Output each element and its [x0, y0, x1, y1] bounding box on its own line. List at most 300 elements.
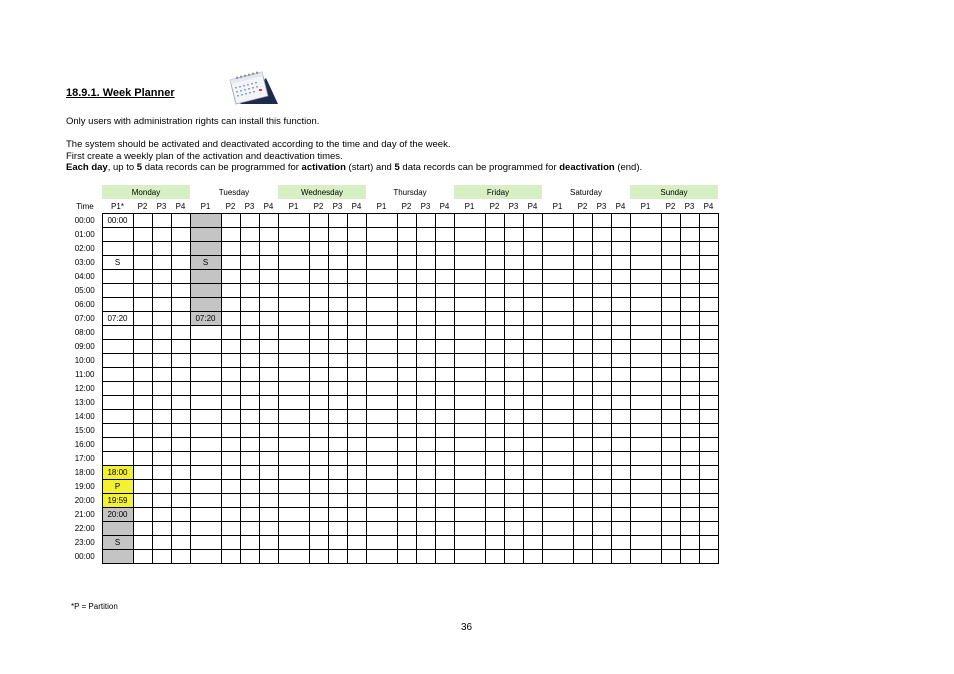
schedule-cell	[485, 536, 504, 550]
schedule-cell	[366, 270, 397, 284]
schedule-cell	[240, 270, 259, 284]
schedule-cell: 19:59	[102, 494, 133, 508]
time-label: 00:00	[74, 552, 95, 561]
schedule-cell	[133, 480, 152, 494]
time-label: 01:00	[74, 230, 95, 239]
schedule-cell	[485, 228, 504, 242]
schedule-cell	[328, 508, 347, 522]
schedule-cell	[699, 242, 718, 256]
schedule-cell	[133, 424, 152, 438]
schedule-cell	[240, 466, 259, 480]
calendar-icon	[226, 70, 280, 108]
schedule-cell	[397, 214, 416, 228]
schedule-cell	[699, 536, 718, 550]
schedule-cell	[347, 284, 366, 298]
schedule-cell	[611, 536, 630, 550]
time-label: 20:00	[74, 496, 95, 505]
schedule-cell	[542, 256, 573, 270]
schedule-cell	[278, 452, 309, 466]
schedule-cell	[611, 522, 630, 536]
schedule-cell	[611, 242, 630, 256]
time-label: 14:00	[74, 412, 95, 421]
schedule-cell	[523, 410, 542, 424]
partition-header: P3	[420, 201, 431, 211]
schedule-cell	[347, 396, 366, 410]
schedule-cell	[259, 284, 278, 298]
schedule-cell	[573, 382, 592, 396]
schedule-cell	[328, 312, 347, 326]
schedule-cell	[630, 354, 661, 368]
time-label: 18:00	[74, 468, 95, 477]
schedule-cell	[592, 368, 611, 382]
schedule-cell	[278, 410, 309, 424]
partition-header: P2	[665, 201, 676, 211]
schedule-cell	[680, 214, 699, 228]
schedule-cell	[592, 270, 611, 284]
schedule-cell	[611, 466, 630, 480]
schedule-cell	[152, 270, 171, 284]
schedule-cell	[592, 256, 611, 270]
schedule-cell	[328, 494, 347, 508]
schedule-cell	[611, 256, 630, 270]
schedule-cell	[699, 522, 718, 536]
schedule-cell	[278, 466, 309, 480]
schedule-cell	[347, 228, 366, 242]
schedule-cell	[592, 396, 611, 410]
schedule-cell	[699, 396, 718, 410]
schedule-cell	[278, 382, 309, 396]
schedule-cell: S	[102, 536, 133, 550]
schedule-cell	[102, 284, 133, 298]
schedule-cell	[611, 228, 630, 242]
schedule-cell	[328, 340, 347, 354]
schedule-cell	[133, 228, 152, 242]
schedule-cell	[485, 550, 504, 564]
schedule-cell	[347, 452, 366, 466]
schedule-cell	[190, 242, 221, 256]
schedule-cell	[102, 522, 133, 536]
schedule-cell	[680, 242, 699, 256]
schedule-cell	[416, 242, 435, 256]
schedule-cell	[190, 298, 221, 312]
schedule-cell	[133, 242, 152, 256]
schedule-cell	[416, 508, 435, 522]
schedule-cell	[259, 228, 278, 242]
schedule-cell	[152, 326, 171, 340]
schedule-cell	[102, 368, 133, 382]
schedule-cell	[661, 410, 680, 424]
schedule-cell	[504, 494, 523, 508]
schedule-cell	[416, 298, 435, 312]
section-heading: 18.9.1. Week Planner	[66, 87, 175, 99]
schedule-cell	[630, 550, 661, 564]
schedule-cell	[366, 312, 397, 326]
schedule-cell	[699, 466, 718, 480]
schedule-cell	[573, 242, 592, 256]
schedule-cell	[397, 340, 416, 354]
schedule-cell	[435, 326, 454, 340]
schedule-cell	[240, 228, 259, 242]
schedule-cell	[454, 424, 485, 438]
schedule-cell	[221, 312, 240, 326]
schedule-cell	[309, 438, 328, 452]
schedule-cell	[523, 256, 542, 270]
schedule-cell	[523, 480, 542, 494]
description-line-3: Each day, up to 5 data records can be programmed for activation (start) and 5 data records can be programmed for deactivation (end).	[66, 162, 643, 173]
schedule-cell	[416, 396, 435, 410]
time-label: 00:00	[74, 216, 95, 225]
schedule-cell	[592, 466, 611, 480]
schedule-cell	[542, 508, 573, 522]
schedule-cell	[221, 536, 240, 550]
intro-text: Only users with administration rights can install this function.	[66, 116, 320, 127]
schedule-cell	[611, 424, 630, 438]
schedule-cell	[278, 522, 309, 536]
schedule-cell	[366, 550, 397, 564]
schedule-cell	[454, 326, 485, 340]
schedule-cell	[328, 354, 347, 368]
schedule-cell	[573, 550, 592, 564]
table-row	[71, 438, 718, 452]
schedule-cell	[630, 340, 661, 354]
schedule-cell	[592, 480, 611, 494]
schedule-cell	[171, 452, 190, 466]
schedule-cell	[133, 340, 152, 354]
schedule-cell	[435, 494, 454, 508]
schedule-cell	[309, 270, 328, 284]
time-label: 06:00	[74, 300, 95, 309]
schedule-cell	[680, 522, 699, 536]
schedule-cell	[240, 326, 259, 340]
schedule-cell	[611, 494, 630, 508]
partition-header: P1	[288, 201, 299, 211]
schedule-cell	[171, 536, 190, 550]
schedule-cell	[523, 242, 542, 256]
table-row	[71, 466, 718, 480]
schedule-cell	[102, 424, 133, 438]
time-label: 08:00	[74, 328, 95, 337]
schedule-cell	[454, 284, 485, 298]
schedule-cell	[680, 340, 699, 354]
schedule-cell	[190, 326, 221, 340]
schedule-cell	[504, 536, 523, 550]
schedule-cell	[171, 312, 190, 326]
table-row	[71, 312, 718, 326]
schedule-cell	[435, 256, 454, 270]
schedule-cell	[573, 522, 592, 536]
schedule-cell	[152, 480, 171, 494]
schedule-cell	[171, 410, 190, 424]
schedule-cell	[397, 550, 416, 564]
schedule-cell	[259, 326, 278, 340]
schedule-cell	[699, 214, 718, 228]
schedule-cell	[435, 480, 454, 494]
schedule-cell	[221, 284, 240, 298]
schedule-cell	[661, 536, 680, 550]
table-row	[71, 508, 718, 522]
schedule-cell	[542, 396, 573, 410]
schedule-cell	[454, 312, 485, 326]
schedule-cell	[133, 410, 152, 424]
schedule-cell	[680, 284, 699, 298]
schedule-cell	[630, 438, 661, 452]
schedule-cell	[309, 312, 328, 326]
day-header: Saturday	[569, 187, 603, 197]
schedule-cell	[680, 396, 699, 410]
schedule-cell	[240, 354, 259, 368]
schedule-cell	[435, 228, 454, 242]
schedule-cell	[171, 480, 190, 494]
schedule-cell	[416, 494, 435, 508]
schedule-cell	[630, 536, 661, 550]
schedule-cell	[259, 480, 278, 494]
schedule-cell	[611, 284, 630, 298]
schedule-cell	[611, 410, 630, 424]
schedule-cell	[504, 284, 523, 298]
schedule-cell	[680, 410, 699, 424]
partition-header: P2	[401, 201, 412, 211]
schedule-cell	[416, 550, 435, 564]
schedule-cell	[661, 424, 680, 438]
schedule-cell	[102, 438, 133, 452]
schedule-cell	[347, 382, 366, 396]
table-row	[71, 480, 718, 494]
schedule-cell	[190, 508, 221, 522]
schedule-cell	[190, 270, 221, 284]
schedule-cell	[504, 396, 523, 410]
partition-header: P2	[225, 201, 236, 211]
schedule-cell	[680, 438, 699, 452]
description-line-2: First create a weekly plan of the activation and deactivation times.	[66, 151, 343, 162]
schedule-cell	[435, 382, 454, 396]
table-row	[71, 340, 718, 354]
schedule-cell	[611, 298, 630, 312]
schedule-cell	[328, 242, 347, 256]
schedule-cell	[435, 424, 454, 438]
schedule-cell	[680, 550, 699, 564]
schedule-cell	[397, 452, 416, 466]
time-header: Time	[76, 201, 94, 211]
schedule-cell	[309, 522, 328, 536]
schedule-cell	[416, 536, 435, 550]
schedule-cell	[542, 312, 573, 326]
schedule-cell	[485, 494, 504, 508]
schedule-cell	[661, 438, 680, 452]
partition-header: P3	[244, 201, 255, 211]
schedule-cell	[221, 354, 240, 368]
schedule-cell	[435, 410, 454, 424]
schedule-cell	[133, 326, 152, 340]
schedule-cell	[680, 494, 699, 508]
schedule-cell	[573, 256, 592, 270]
schedule-cell: 07:20	[190, 312, 221, 326]
schedule-cell	[309, 536, 328, 550]
schedule-cell	[133, 550, 152, 564]
schedule-cell	[630, 228, 661, 242]
schedule-cell	[416, 340, 435, 354]
table-row	[71, 536, 718, 550]
schedule-cell	[523, 298, 542, 312]
schedule-cell	[485, 452, 504, 466]
schedule-cell	[611, 368, 630, 382]
time-label: 10:00	[74, 356, 95, 365]
schedule-cell	[221, 242, 240, 256]
schedule-cell	[328, 550, 347, 564]
schedule-cell	[680, 312, 699, 326]
schedule-cell	[221, 438, 240, 452]
table-row	[71, 494, 718, 508]
schedule-cell	[611, 340, 630, 354]
schedule-cell	[309, 480, 328, 494]
schedule-cell	[171, 522, 190, 536]
schedule-cell	[592, 340, 611, 354]
schedule-cell	[240, 508, 259, 522]
table-row	[71, 396, 718, 410]
schedule-cell	[592, 550, 611, 564]
schedule-cell	[152, 382, 171, 396]
schedule-cell	[542, 354, 573, 368]
schedule-cell	[397, 312, 416, 326]
time-label: 12:00	[74, 384, 95, 393]
schedule-cell	[133, 298, 152, 312]
schedule-cell	[152, 466, 171, 480]
schedule-cell	[416, 256, 435, 270]
schedule-cell	[190, 214, 221, 228]
schedule-cell	[504, 522, 523, 536]
schedule-cell	[630, 270, 661, 284]
schedule-cell	[573, 438, 592, 452]
schedule-cell	[542, 550, 573, 564]
schedule-cell	[542, 494, 573, 508]
schedule-cell	[592, 312, 611, 326]
schedule-cell	[397, 508, 416, 522]
schedule-cell	[592, 424, 611, 438]
schedule-cell	[416, 354, 435, 368]
schedule-cell	[328, 536, 347, 550]
schedule-cell	[309, 284, 328, 298]
schedule-cell	[366, 466, 397, 480]
schedule-cell	[259, 550, 278, 564]
schedule-cell	[133, 522, 152, 536]
schedule-cell	[397, 396, 416, 410]
schedule-cell	[278, 312, 309, 326]
schedule-cell	[240, 284, 259, 298]
schedule-cell	[435, 312, 454, 326]
schedule-cell	[454, 522, 485, 536]
schedule-cell	[278, 424, 309, 438]
schedule-cell	[416, 228, 435, 242]
schedule-cell	[366, 508, 397, 522]
schedule-cell	[611, 452, 630, 466]
schedule-cell	[366, 382, 397, 396]
schedule-cell	[504, 550, 523, 564]
schedule-cell	[416, 410, 435, 424]
schedule-cell	[397, 298, 416, 312]
partition-header: P1	[200, 201, 211, 211]
schedule-cell	[542, 368, 573, 382]
partition-header: P2	[313, 201, 324, 211]
schedule-cell	[259, 410, 278, 424]
schedule-cell	[699, 452, 718, 466]
schedule-cell	[309, 326, 328, 340]
schedule-cell	[366, 536, 397, 550]
schedule-cell	[102, 354, 133, 368]
schedule-cell	[397, 284, 416, 298]
schedule-cell	[366, 480, 397, 494]
schedule-cell	[661, 522, 680, 536]
schedule-cell	[278, 270, 309, 284]
schedule-cell	[328, 368, 347, 382]
page-number: 36	[461, 622, 473, 633]
schedule-cell	[190, 466, 221, 480]
schedule-cell	[240, 494, 259, 508]
day-header: Thursday	[393, 187, 427, 197]
schedule-cell	[485, 368, 504, 382]
schedule-cell	[504, 242, 523, 256]
schedule-cell	[397, 326, 416, 340]
schedule-cell	[259, 424, 278, 438]
schedule-cell	[259, 494, 278, 508]
schedule-cell	[259, 270, 278, 284]
schedule-cell: P	[102, 480, 133, 494]
schedule-cell	[190, 494, 221, 508]
schedule-cell	[397, 256, 416, 270]
schedule-cell	[309, 550, 328, 564]
partition-header: P2	[137, 201, 148, 211]
schedule-cell	[435, 284, 454, 298]
schedule-cell	[592, 536, 611, 550]
schedule-cell	[611, 550, 630, 564]
schedule-cell	[190, 354, 221, 368]
schedule-cell	[278, 508, 309, 522]
schedule-cell	[152, 522, 171, 536]
schedule-cell	[573, 270, 592, 284]
schedule-cell	[328, 466, 347, 480]
schedule-cell	[573, 410, 592, 424]
schedule-cell	[171, 284, 190, 298]
schedule-cell	[416, 438, 435, 452]
schedule-cell	[573, 354, 592, 368]
schedule-cell	[416, 480, 435, 494]
schedule-cell	[661, 214, 680, 228]
schedule-cell	[611, 480, 630, 494]
schedule-cell: 07:20	[102, 312, 133, 326]
schedule-cell	[416, 284, 435, 298]
time-label: 21:00	[74, 510, 95, 519]
schedule-cell	[366, 214, 397, 228]
schedule-cell	[523, 396, 542, 410]
schedule-cell	[347, 480, 366, 494]
schedule-cell: 18:00	[102, 466, 133, 480]
schedule-cell	[309, 494, 328, 508]
schedule-cell	[259, 522, 278, 536]
schedule-cell	[309, 466, 328, 480]
schedule-cell	[504, 452, 523, 466]
schedule-cell	[171, 354, 190, 368]
schedule-cell	[259, 354, 278, 368]
schedule-cell	[573, 228, 592, 242]
schedule-cell	[221, 410, 240, 424]
schedule-cell	[171, 270, 190, 284]
schedule-cell	[485, 522, 504, 536]
schedule-cell	[133, 382, 152, 396]
schedule-cell	[171, 494, 190, 508]
partition-header: P3	[596, 201, 607, 211]
schedule-cell	[102, 452, 133, 466]
schedule-cell	[152, 508, 171, 522]
schedule-cell	[573, 396, 592, 410]
schedule-cell	[611, 214, 630, 228]
